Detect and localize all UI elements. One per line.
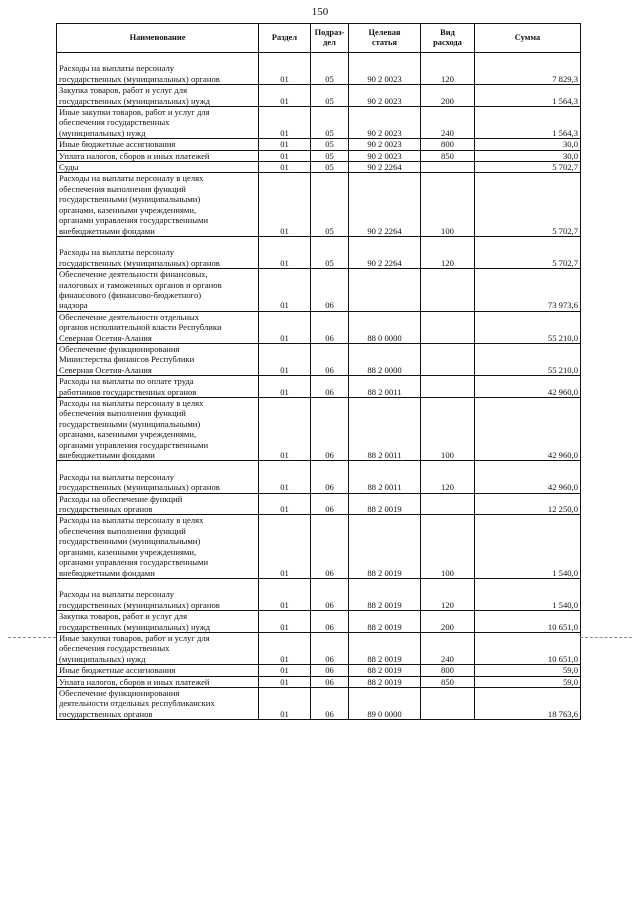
row-target: 88 2 0019 [349,493,421,515]
row-subsection: 05 [311,150,349,161]
row-section: 01 [259,687,311,719]
row-amount: 5 702,7 [475,236,581,268]
row-amount: 5 702,7 [475,173,581,236]
row-amount: 12 250,0 [475,493,581,515]
row-subsection: 05 [311,85,349,107]
row-amount: 5 702,7 [475,162,581,173]
row-target: 90 2 2264 [349,162,421,173]
row-section: 01 [259,173,311,236]
row-amount: 73 973,6 [475,269,581,312]
table-header-row [57,24,581,53]
row-section: 01 [259,398,311,461]
row-section: 01 [259,461,311,493]
row-amount: 10 651,0 [475,611,581,633]
row-amount: 1 540,0 [475,515,581,578]
row-section: 01 [259,376,311,398]
row-section: 01 [259,53,311,85]
row-section: 01 [259,578,311,610]
row-expense-type: 240 [421,107,475,139]
table-row [57,173,581,236]
col-header-expense-type: Вид расхода [421,24,475,53]
row-expense-type: 100 [421,173,475,236]
table-row [57,515,581,578]
col-header-target: Целевая статья [349,24,421,53]
row-expense-type: 200 [421,85,475,107]
row-amount: 18 763,6 [475,687,581,719]
row-target: 88 2 0000 [349,343,421,375]
row-section: 01 [259,676,311,687]
row-name: Обеспечение функционирования Министерства финансов Республики Северная Осетия-Алания [57,343,259,375]
row-name: Иные бюджетные ассигнования [57,665,259,676]
row-target: 90 2 0023 [349,85,421,107]
table-row [57,687,581,719]
row-target: 88 2 0019 [349,611,421,633]
row-subsection: 05 [311,173,349,236]
row-target: 88 2 0019 [349,665,421,676]
row-section: 01 [259,611,311,633]
row-target: 88 2 0019 [349,632,421,664]
row-expense-type: 240 [421,632,475,664]
row-amount: 7 829,3 [475,53,581,85]
row-section: 01 [259,665,311,676]
row-subsection: 06 [311,611,349,633]
row-expense-type [421,493,475,515]
row-target: 88 2 0011 [349,461,421,493]
row-target: 90 2 0023 [349,53,421,85]
row-expense-type: 120 [421,461,475,493]
row-section: 01 [259,493,311,515]
row-amount: 30,0 [475,150,581,161]
row-section: 01 [259,236,311,268]
row-amount: 1 564,3 [475,85,581,107]
row-section: 01 [259,139,311,150]
table-row [57,311,581,343]
row-subsection: 06 [311,687,349,719]
page-number: 150 [311,6,329,18]
row-section: 01 [259,150,311,161]
cut-line-right [580,637,632,638]
row-subsection: 06 [311,493,349,515]
row-section: 01 [259,343,311,375]
table-row [57,398,581,461]
row-subsection: 05 [311,139,349,150]
row-subsection: 05 [311,53,349,85]
table-row [57,107,581,139]
row-expense-type [421,376,475,398]
row-name: Уплата налогов, сборов и иных платежей [57,676,259,687]
row-subsection: 06 [311,269,349,312]
row-name: Закупка товаров, работ и услуг для государственных (муниципальных) нужд [57,85,259,107]
row-expense-type: 850 [421,676,475,687]
row-amount: 30,0 [475,139,581,150]
row-target: 88 2 0019 [349,515,421,578]
row-target: 88 2 0019 [349,578,421,610]
row-name: Расходы на обеспечение функций государственных органов [57,493,259,515]
row-amount: 42 960,0 [475,398,581,461]
table-row [57,150,581,161]
row-expense-type: 100 [421,515,475,578]
table-row [57,611,581,633]
row-name: Расходы на выплаты персоналу государственных (муниципальных) органов [57,461,259,493]
row-subsection: 06 [311,665,349,676]
row-target: 90 2 0023 [349,139,421,150]
row-section: 01 [259,162,311,173]
row-name: Уплата налогов, сборов и иных платежей [57,150,259,161]
row-target: 88 2 0011 [349,376,421,398]
row-subsection: 06 [311,343,349,375]
row-target: 90 2 0023 [349,150,421,161]
row-section: 01 [259,85,311,107]
row-amount: 42 960,0 [475,461,581,493]
row-section: 01 [259,515,311,578]
table-row [57,236,581,268]
table-row [57,85,581,107]
budget-table [56,23,581,720]
row-target: 90 2 0023 [349,107,421,139]
row-name: Суды [57,162,259,173]
row-expense-type [421,269,475,312]
row-name: Иные закупки товаров, работ и услуг для обеспечения государственных (муниципальных) нужд [57,107,259,139]
row-subsection: 06 [311,515,349,578]
row-name: Обеспечение функционирования деятельности отдельных республиканских государственных органов [57,687,259,719]
row-name: Иные бюджетные ассигнования [57,139,259,150]
row-expense-type [421,162,475,173]
row-section: 01 [259,311,311,343]
row-expense-type [421,311,475,343]
row-amount: 10 651,0 [475,632,581,664]
row-section: 01 [259,107,311,139]
row-expense-type: 800 [421,665,475,676]
table-row [57,665,581,676]
row-name: Расходы на выплаты персоналу государственных (муниципальных) органов [57,53,259,85]
row-name: Закупка товаров, работ и услуг для государственных (муниципальных) нужд [57,611,259,633]
table-row [57,676,581,687]
row-amount: 55 210,0 [475,311,581,343]
table-row [57,269,581,312]
row-name: Расходы на выплаты персоналу государственных (муниципальных) органов [57,578,259,610]
row-amount: 59,0 [475,676,581,687]
table-row [57,376,581,398]
row-amount: 1 564,3 [475,107,581,139]
row-expense-type: 120 [421,236,475,268]
row-name: Обеспечение деятельности отдельных органов исполнительной власти Республики Северная Осетия-Алания [57,311,259,343]
table-row [57,162,581,173]
row-amount: 55 210,0 [475,343,581,375]
table-row [57,461,581,493]
row-target: 88 2 0019 [349,676,421,687]
row-name: Расходы на выплаты персоналу государственных (муниципальных) органов [57,236,259,268]
row-expense-type: 850 [421,150,475,161]
row-name: Расходы на выплаты персоналу в целях обеспечения выполнения функций государственными (муниципальными) органами, казенными учреждениями, органами управления государственными внебюджетными фондами [57,398,259,461]
row-expense-type [421,687,475,719]
row-name: Расходы на выплаты персоналу в целях обеспечения выполнения функций государственными (муниципальными) органами, казенными учреждениями, органами управления государственными внебюджетными фондами [57,173,259,236]
row-expense-type: 120 [421,53,475,85]
col-header-name: Наименование [57,24,259,53]
row-subsection: 06 [311,461,349,493]
col-header-subsection: Подраз- дел [311,24,349,53]
table-row [57,578,581,610]
row-target: 90 2 2264 [349,173,421,236]
table-row [57,139,581,150]
row-subsection: 06 [311,311,349,343]
row-subsection: 06 [311,398,349,461]
row-expense-type: 800 [421,139,475,150]
table-row [57,53,581,85]
row-target [349,269,421,312]
row-target: 88 0 0000 [349,311,421,343]
row-amount: 59,0 [475,665,581,676]
row-name: Обеспечение деятельности финансовых, налоговых и таможенных органов и органов финансового (финансово-бюджетного) надзора [57,269,259,312]
cut-line-left [8,637,56,638]
row-name: Расходы на выплаты персоналу в целях обеспечения выполнения функций государственными (муниципальными) органами, казенными учреждениями, органами управления государственными внебюджетными фондами [57,515,259,578]
row-target: 89 0 0000 [349,687,421,719]
row-subsection: 06 [311,676,349,687]
row-amount: 42 960,0 [475,376,581,398]
row-section: 01 [259,269,311,312]
row-section: 01 [259,632,311,664]
row-subsection: 05 [311,162,349,173]
row-subsection: 06 [311,578,349,610]
row-name: Иные закупки товаров, работ и услуг для обеспечения государственных (муниципальных) нужд [57,632,259,664]
col-header-amount: Сумма [475,24,581,53]
row-expense-type: 100 [421,398,475,461]
row-subsection: 05 [311,107,349,139]
col-header-section: Раздел [259,24,311,53]
row-target: 88 2 0011 [349,398,421,461]
row-amount: 1 540,0 [475,578,581,610]
table-row [57,343,581,375]
row-expense-type [421,343,475,375]
row-subsection: 06 [311,632,349,664]
row-expense-type: 200 [421,611,475,633]
row-expense-type: 120 [421,578,475,610]
table-row [57,493,581,515]
table-row [57,632,581,664]
row-subsection: 05 [311,236,349,268]
row-target: 90 2 2264 [349,236,421,268]
row-subsection: 06 [311,376,349,398]
row-name: Расходы на выплаты по оплате труда работников государственных органов [57,376,259,398]
